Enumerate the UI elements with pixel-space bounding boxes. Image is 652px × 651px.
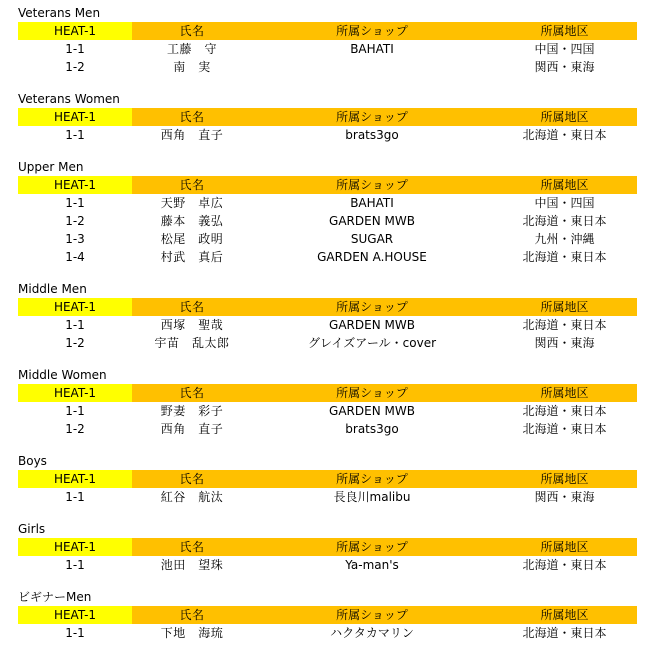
- category-section: [18, 276, 637, 362]
- table-header-row: [18, 176, 637, 194]
- table-header-row: [18, 538, 637, 556]
- category-section: [18, 0, 637, 86]
- shop-header: 所属ショップ: [336, 178, 408, 192]
- area-cell: 北海道・東日本: [522, 626, 607, 640]
- area-header: 所属地区: [540, 178, 589, 192]
- area-cell: 北海道・東日本: [522, 558, 607, 572]
- shop-cell: SUGAR: [350, 232, 394, 246]
- area-cell: 北海道・東日本: [522, 128, 607, 142]
- shop-cell: GARDEN MWB: [329, 214, 415, 228]
- table-row: [18, 40, 637, 58]
- name-header: 氏名: [179, 178, 205, 192]
- athlete-name-cell: 野妻 彩子: [160, 404, 224, 418]
- table-row: [18, 212, 637, 230]
- heat-sheet: [18, 0, 637, 642]
- heat-number-cell: 1-2: [65, 336, 85, 350]
- area-cell: 関西・東海: [534, 336, 595, 350]
- section-spacer: [18, 506, 637, 516]
- section-spacer: [18, 438, 637, 448]
- athlete-name-cell: 天野 卓広: [160, 196, 224, 210]
- category-section: [18, 154, 637, 276]
- section-spacer: [18, 574, 637, 584]
- athlete-name-cell: 西角 直子: [160, 128, 224, 142]
- name-header: 氏名: [179, 608, 205, 622]
- shop-cell: GARDEN A.HOUSE: [317, 250, 427, 264]
- athlete-name-cell: 工藤 守: [166, 42, 217, 56]
- section-spacer: [18, 144, 637, 154]
- table-row: [18, 248, 637, 266]
- table-header-row: [18, 108, 637, 126]
- athlete-name-cell: 池田 望珠: [160, 558, 224, 572]
- heat-number-cell: 1-3: [65, 232, 85, 246]
- heat-header: HEAT-1: [18, 298, 132, 316]
- heat-header: HEAT-1: [18, 108, 132, 126]
- category-section: [18, 448, 637, 516]
- area-cell: 北海道・東日本: [522, 318, 607, 332]
- shop-cell: brats3go: [345, 422, 399, 436]
- name-header: 氏名: [179, 472, 205, 486]
- shop-cell: BAHATI: [350, 196, 394, 210]
- shop-header: 所属ショップ: [336, 110, 408, 124]
- category-title: Veterans Women: [18, 92, 120, 106]
- table-row: [18, 402, 637, 420]
- area-header: 所属地区: [540, 110, 589, 124]
- shop-header: 所属ショップ: [336, 472, 408, 486]
- name-header: 氏名: [179, 110, 205, 124]
- section-spacer: [18, 266, 637, 276]
- athlete-name-cell: 南 実: [173, 60, 211, 74]
- category-title: Boys: [18, 454, 47, 468]
- category-section: [18, 362, 637, 448]
- category-title: Middle Women: [18, 368, 107, 382]
- shop-cell: ハクタカマリン: [330, 626, 414, 640]
- athlete-name-cell: 宇苗 乱太郎: [154, 336, 230, 350]
- shop-cell: 長良川malibu: [333, 490, 411, 504]
- category-section: [18, 516, 637, 584]
- shop-header: 所属ショップ: [336, 540, 408, 554]
- table-row: [18, 230, 637, 248]
- area-cell: 中国・四国: [534, 42, 595, 56]
- table-header-row: [18, 384, 637, 402]
- section-spacer: [18, 76, 637, 86]
- shop-cell: GARDEN MWB: [329, 404, 415, 418]
- area-header: 所属地区: [540, 540, 589, 554]
- athlete-name-cell: 下地 海琉: [160, 626, 224, 640]
- table-row: [18, 334, 637, 352]
- table-row: [18, 126, 637, 144]
- area-cell: 関西・東海: [534, 490, 595, 504]
- heat-number-cell: 1-1: [65, 128, 85, 142]
- name-header: 氏名: [179, 24, 205, 38]
- table-row: [18, 488, 637, 506]
- area-cell: 九州・沖縄: [534, 232, 595, 246]
- heat-number-cell: 1-2: [65, 214, 85, 228]
- table-row: [18, 420, 637, 438]
- heat-header: HEAT-1: [18, 538, 132, 556]
- heat-number-cell: 1-1: [65, 42, 85, 56]
- athlete-name-cell: 藤本 義弘: [160, 214, 224, 228]
- category-title: Upper Men: [18, 160, 84, 174]
- name-header: 氏名: [179, 300, 205, 314]
- area-header: 所属地区: [540, 608, 589, 622]
- category-title: ビギナーMen: [18, 590, 92, 604]
- heat-number-cell: 1-2: [65, 422, 85, 436]
- table-row: [18, 58, 637, 76]
- area-header: 所属地区: [540, 300, 589, 314]
- shop-cell: [252, 58, 492, 76]
- shop-cell: Ya-man's: [345, 558, 399, 572]
- area-header: 所属地区: [540, 472, 589, 486]
- shop-cell: グレイズアール・cover: [307, 336, 437, 350]
- category-title: Veterans Men: [18, 6, 101, 20]
- shop-header: 所属ショップ: [336, 300, 408, 314]
- heat-number-cell: 1-1: [65, 490, 85, 504]
- name-header: 氏名: [179, 540, 205, 554]
- area-header: 所属地区: [540, 24, 589, 38]
- athlete-name-cell: 松尾 政明: [160, 232, 224, 246]
- area-cell: 北海道・東日本: [522, 404, 607, 418]
- shop-cell: GARDEN MWB: [329, 318, 415, 332]
- area-cell: 北海道・東日本: [522, 214, 607, 228]
- area-cell: 北海道・東日本: [522, 422, 607, 436]
- table-header-row: [18, 606, 637, 624]
- shop-header: 所属ショップ: [336, 24, 408, 38]
- table-row: [18, 194, 637, 212]
- heat-number-cell: 1-1: [65, 626, 85, 640]
- heat-header: HEAT-1: [18, 22, 132, 40]
- table-row: [18, 316, 637, 334]
- table-header-row: [18, 22, 637, 40]
- category-section: [18, 584, 637, 642]
- heat-number-cell: 1-1: [65, 404, 85, 418]
- area-cell: 関西・東海: [534, 60, 595, 74]
- athlete-name-cell: 紅谷 航汰: [160, 490, 224, 504]
- heat-number-cell: 1-1: [65, 196, 85, 210]
- heat-number-cell: 1-4: [65, 250, 85, 264]
- category-title: Middle Men: [18, 282, 87, 296]
- area-header: 所属地区: [540, 386, 589, 400]
- table-row: [18, 556, 637, 574]
- heat-header: HEAT-1: [18, 470, 132, 488]
- shop-cell: brats3go: [345, 128, 399, 142]
- table-header-row: [18, 298, 637, 316]
- category-title: Girls: [18, 522, 46, 536]
- table-header-row: [18, 470, 637, 488]
- area-cell: 北海道・東日本: [522, 250, 607, 264]
- heat-number-cell: 1-1: [65, 558, 85, 572]
- area-cell: 中国・四国: [534, 196, 595, 210]
- heat-header: HEAT-1: [18, 606, 132, 624]
- heat-number-cell: 1-1: [65, 318, 85, 332]
- table-row: [18, 624, 637, 642]
- name-header: 氏名: [179, 386, 205, 400]
- section-spacer: [18, 352, 637, 362]
- heat-header: HEAT-1: [18, 384, 132, 402]
- shop-header: 所属ショップ: [336, 386, 408, 400]
- category-section: [18, 86, 637, 154]
- heat-header: HEAT-1: [18, 176, 132, 194]
- shop-header: 所属ショップ: [336, 608, 408, 622]
- athlete-name-cell: 西塚 聖哉: [160, 318, 224, 332]
- athlete-name-cell: 西角 直子: [160, 422, 224, 436]
- athlete-name-cell: 村武 真后: [160, 250, 224, 264]
- heat-number-cell: 1-2: [65, 60, 85, 74]
- shop-cell: BAHATI: [350, 42, 394, 56]
